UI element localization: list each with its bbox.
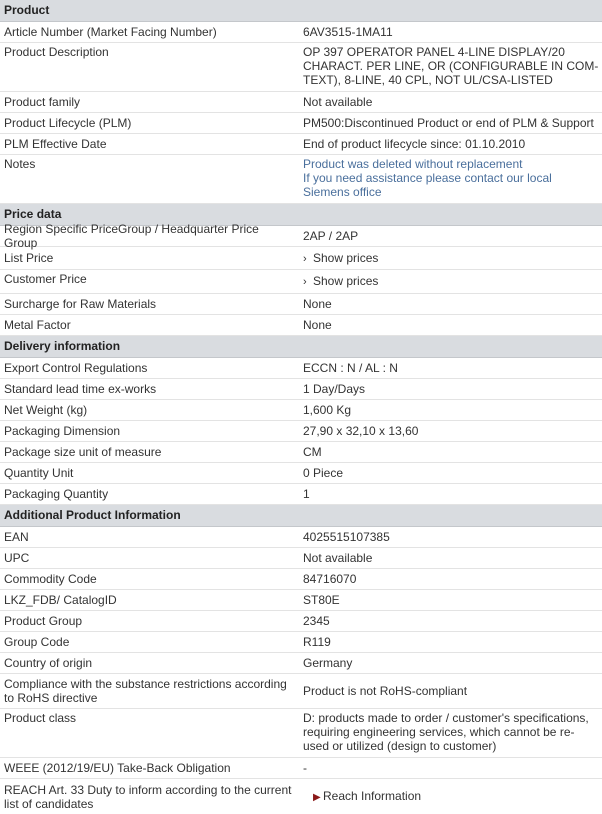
row-price-group [0, 222, 602, 250]
row-weee [0, 758, 602, 779]
quantity-unit-value: 0 Piece [303, 466, 344, 480]
product-class-label: Product class [4, 711, 77, 725]
section-header-additional-info [0, 505, 602, 527]
commodity-code-label: Commodity Code [4, 572, 97, 586]
row-packaging-dimension [0, 421, 602, 442]
section-header-product [0, 0, 602, 22]
net-weight-label: Net Weight (kg) [4, 403, 88, 417]
product-description-label: Product Description [4, 45, 109, 59]
row-country-of-origin [0, 653, 602, 674]
list-price-show-prices-link[interactable] [299, 251, 602, 266]
reach-information-link[interactable] [299, 789, 602, 805]
customer-price-label: Customer Price [4, 272, 87, 286]
lkz-catalog-id-value: ST80E [303, 593, 340, 607]
row-ean [0, 527, 602, 548]
ean-value: 4025515107385 [303, 530, 390, 544]
plm-effective-date-value: End of product lifecycle since: 01.10.2010 [303, 137, 526, 151]
export-control-value: ECCN : N / AL : N [303, 361, 398, 375]
weee-value: - [303, 761, 307, 775]
lead-time-value: 1 Day/Days [303, 382, 366, 396]
row-article-number [0, 22, 602, 43]
package-size-unit-value: CM [303, 445, 322, 459]
customer-price-show-prices-link[interactable] [299, 274, 602, 289]
section-header-delivery [0, 336, 602, 358]
upc-value: Not available [303, 551, 373, 565]
section-title: Delivery information [4, 339, 121, 353]
chevron-right-icon: › [303, 276, 307, 288]
product-lifecycle-value: PM500:Discontinued Product or end of PLM & Support [303, 116, 594, 130]
group-code-label: Group Code [4, 635, 70, 649]
row-product-description [0, 43, 602, 92]
ean-label: EAN [4, 530, 29, 544]
notes-deleted-text: Product was deleted without replacement [303, 157, 523, 171]
row-export-control [0, 358, 602, 379]
row-product-lifecycle [0, 113, 602, 134]
packaging-dimension-label: Packaging Dimension [4, 424, 121, 438]
section-title: Additional Product Information [4, 508, 181, 522]
row-plm-effective-date [0, 134, 602, 155]
row-package-size-unit [0, 442, 602, 463]
quantity-unit-label: Quantity Unit [4, 466, 74, 480]
row-net-weight [0, 400, 602, 421]
product-group-label: Product Group [4, 614, 83, 628]
rohs-compliance-label: Compliance with the substance restrictions according to RoHS directive [4, 677, 287, 705]
lkz-catalog-id-label: LKZ_FDB/ CatalogID [4, 593, 117, 607]
price-group-label: Region Specific PriceGroup / Headquarter Price Group [4, 222, 259, 250]
row-reach [0, 779, 602, 814]
notes-value [299, 157, 602, 203]
notes-label: Notes [4, 157, 36, 171]
price-group-value: 2AP / 2AP [303, 229, 359, 243]
product-family-value: Not available [303, 95, 373, 109]
product-family-label: Product family [4, 95, 81, 109]
package-size-unit-label: Package size unit of measure [4, 445, 162, 459]
commodity-code-value: 84716070 [303, 572, 357, 586]
product-description-value: OP 397 OPERATOR PANEL 4-LINE DISPLAY/20 CHARACT. PER LINE, OR (CONFIGURABLE IN COM-TEXT), 8-LINE, 40 CPL, NOT UL/CSA-LISTED [303, 45, 599, 87]
plm-effective-date-label: PLM Effective Date [4, 137, 107, 151]
row-product-class [0, 709, 602, 758]
group-code-value: R119 [303, 635, 331, 649]
article-number-value: 6AV3515-1MA11 [303, 25, 393, 39]
article-number-label: Article Number (Market Facing Number) [4, 25, 217, 39]
upc-label: UPC [4, 551, 30, 565]
reach-information-text: Reach Information [323, 788, 422, 803]
row-rohs-compliance [0, 674, 602, 709]
row-product-family [0, 92, 602, 113]
net-weight-value: 1,600 Kg [303, 403, 352, 417]
product-lifecycle-label: Product Lifecycle (PLM) [4, 116, 132, 130]
country-of-origin-label: Country of origin [4, 656, 93, 670]
row-packaging-quantity [0, 484, 602, 505]
row-product-group [0, 611, 602, 632]
row-commodity-code [0, 569, 602, 590]
metal-factor-label: Metal Factor [4, 318, 71, 332]
show-prices-text: Show prices [313, 250, 379, 265]
lead-time-label: Standard lead time ex-works [4, 382, 157, 396]
metal-factor-value: None [303, 318, 332, 332]
row-lkz-catalog-id [0, 590, 602, 611]
packaging-quantity-value: 1 [303, 487, 310, 501]
rohs-compliance-value: Product is not RoHS-compliant [303, 684, 468, 698]
packaging-dimension-value: 27,90 x 32,10 x 13,60 [303, 424, 419, 438]
show-prices-text: Show prices [313, 274, 379, 288]
country-of-origin-value: Germany [303, 656, 353, 670]
row-customer-price [0, 270, 602, 294]
weee-label: WEEE (2012/19/EU) Take-Back Obligation [4, 761, 231, 775]
chevron-right-icon: › [303, 252, 307, 265]
section-title: Price data [4, 207, 62, 221]
row-metal-factor [0, 315, 602, 336]
row-surcharge [0, 294, 602, 315]
row-quantity-unit [0, 463, 602, 484]
product-class-value: D: products made to order / customer's specifications, requiring engineering services, which cannot be re-used or utilized (design to customer) [303, 711, 589, 753]
surcharge-label: Surcharge for Raw Materials [4, 297, 157, 311]
row-group-code [0, 632, 602, 653]
section-title: Product [4, 3, 50, 17]
row-notes [0, 155, 602, 204]
list-price-label: List Price [4, 251, 54, 265]
export-control-label: Export Control Regulations [4, 361, 148, 375]
reach-label: REACH Art. 33 Duty to inform according to the current list of candidates [4, 782, 292, 811]
row-lead-time [0, 379, 602, 400]
triangle-right-icon: ▶ [313, 791, 321, 803]
surcharge-value: None [303, 297, 332, 311]
row-list-price [0, 247, 602, 270]
product-group-value: 2345 [303, 614, 330, 628]
notes-contact-text: If you need assistance please contact our local Siemens office [303, 171, 552, 199]
packaging-quantity-label: Packaging Quantity [4, 487, 109, 501]
row-upc [0, 548, 602, 569]
